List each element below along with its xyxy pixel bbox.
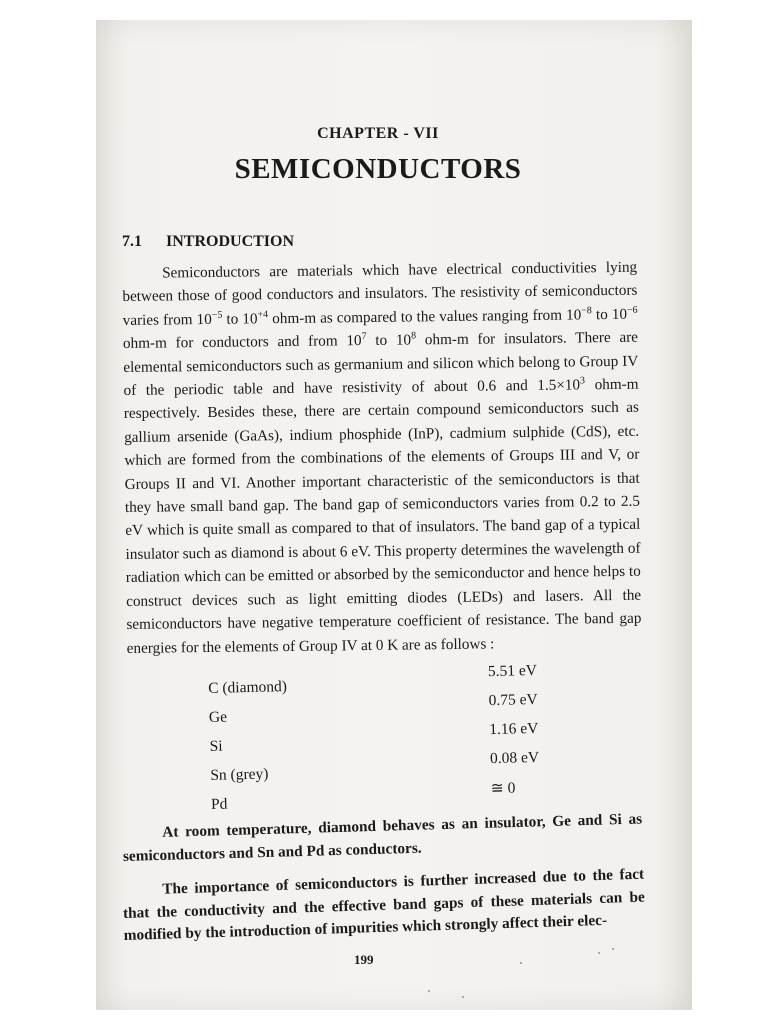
scan-speck [520, 962, 522, 964]
band-gap-table [208, 661, 561, 825]
scan-speck [612, 948, 614, 950]
element-name: Sn (grey) [210, 765, 269, 784]
element-name: Pd [210, 795, 228, 813]
scan-speck [462, 996, 464, 998]
page-number: 199 [354, 952, 374, 967]
band-gap-value: 0.75 eV [488, 690, 538, 710]
chapter-label: CHAPTER - VII [317, 125, 439, 142]
text-run: to 10 [591, 305, 628, 324]
section-heading [122, 233, 294, 251]
element-name: Si [209, 737, 223, 755]
section-title: INTRODUCTION [166, 233, 295, 250]
exponent: 7 [361, 331, 367, 343]
text-run: to 10 [222, 310, 258, 328]
exponent: +4 [257, 308, 269, 321]
exponent: −6 [626, 304, 638, 316]
chapter-title: SEMICONDUCTORS [234, 153, 522, 185]
band-gap-value: ≅ 0 [490, 779, 516, 798]
element-name: C (diamond) [208, 678, 288, 697]
continuation-paragraph: The importance of semiconductors is further increased due to the fact that the conductivity and the effective band gaps of these materials can be modified by the introduction of impurities which strongly affect their elec- [122, 865, 646, 944]
text-run: to 10 [366, 331, 412, 350]
exponent: 8 [410, 330, 417, 342]
exponent: −5 [211, 309, 223, 321]
text-run: ohm-m as compared to the values ranging from 10 [268, 306, 582, 328]
exponent: −8 [581, 305, 592, 317]
band-gap-value: 1.16 eV [489, 719, 539, 739]
section-number: 7.1 [122, 233, 142, 250]
text-run: ohm-m for insulators. There are elemental semiconductors such as germanium and silicon which belong to Group IV of the periodic table and have resistivity of about 0.6 and 1.5×10 [123, 328, 639, 400]
element-name: Ge [208, 708, 228, 726]
text-run: ohm-m respectively. Besides these, there are certain compound semiconductors such as gallium arsenide (GaAs), indium phosphide (InP), cadmium sulphide (CdS), etc. which are formed from the combinations of the elements of Groups III and V, or Groups II and VI. Another important characteristic of the semiconductors is that they have small band gap. The band gap of semiconductors varies from 0.2 to 2.5 eV which is quite small as compared to that of insulators. The band gap of a typical insulator such as diamond is about 6 eV. This property determines the wavelength of radiation which can be emitted or absorbed by the semiconductor and hence helps to construct devices such as light emitting diodes (LEDs) and lasers. All the semiconductors have negative temperature coefficient of resistance. The band gap energies for the elements of Group IV at 0 K are as follows : [123, 375, 642, 657]
band-gap-value: 0.08 eV [489, 748, 540, 768]
conclusion-paragraph: At room temperature, diamond behaves as an insulator, Ge and Si as semiconductors and Sn and Pd as conductors. [122, 810, 643, 865]
text-run: ohm-m for conductors and from 10 [122, 332, 362, 353]
band-gap-value: 5.51 eV [487, 661, 538, 681]
scan-speck [428, 990, 430, 992]
intro-paragraph [122, 256, 642, 660]
scan-speck [598, 952, 600, 954]
text-run: Semiconductors are materials which have electrical conductivities lying between those of good conductors and insulators. The resistivity of semiconductors varies from 10 [122, 258, 638, 329]
exponent: 3 [579, 375, 586, 387]
